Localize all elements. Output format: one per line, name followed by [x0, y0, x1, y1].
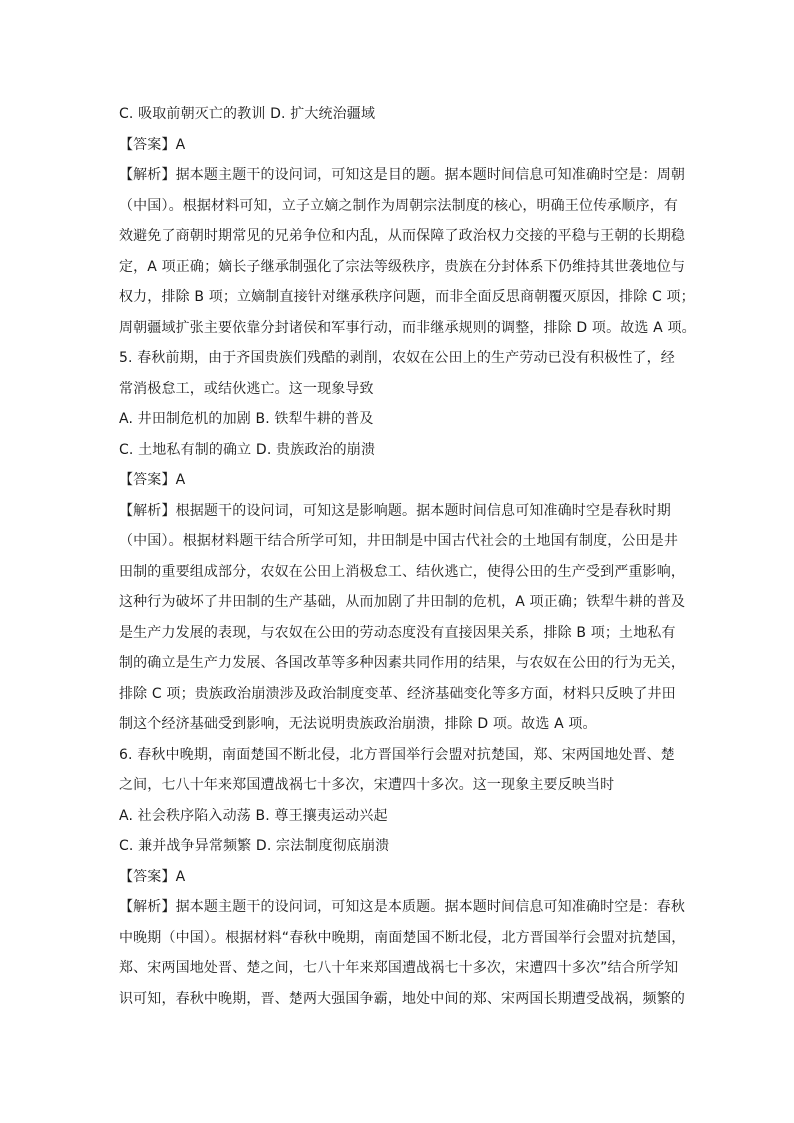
option-line: C. 兼并战争异常频繁 D. 宗法制度彻底崩溃 [119, 838, 390, 854]
option-line: C. 吸取前朝灭亡的教训 D. 扩大统治疆域 [119, 106, 376, 122]
analysis-line: 【解析】据本题主题干的设问词，可知这是本质题。据本题时间信息可知准确时空是：春秋 [119, 899, 685, 915]
analysis-line: 识可知，春秋中晚期，晋、楚两大强国争霸，地处中间的郑、宋两国长期遭受战祸，频繁的 [119, 990, 685, 1007]
answer-line: 【答案】A [119, 136, 186, 153]
option-line: A. 社会秩序陷入动荡 B. 尊王攘夷运动兴起 [119, 807, 388, 824]
option-line: A. 井田制危机的加剧 B. 铁犁牛耕的普及 [119, 411, 374, 427]
analysis-line: 【解析】据本题主题干的设问词，可知这是目的题。据本题时间信息可知准确时空是：周朝 [119, 167, 685, 183]
analysis-line: 【解析】根据题干的设问词，可知这是影响题。据本题时间信息可知准确时空是春秋时期 [119, 502, 671, 519]
question-6-stem: 6. 春秋中晚期，南面楚国不断北侵，北方晋国举行会盟对抗楚国，郑、宋两国地处晋、楚 [119, 746, 675, 763]
analysis-line: 权力，排除 B 项；立嫡制直接针对继承秩序问题，而非全面反思商朝覆灭原因，排除 C 项； [119, 289, 695, 305]
analysis-line: 效避免了商朝时期常见的兄弟争位和内乱，从而保障了政治权力交接的平稳与王朝的长期稳 [119, 228, 685, 244]
analysis-line: 田制的重要组成部分，农奴在公田上消极怠工、结伙逃亡，使得公田的生产受到严重影响， [119, 563, 685, 580]
analysis-line: 排除 C 项；贵族政治崩溃涉及政治制度变革、经济基础变化等多方面，材料只反映了井田 [119, 685, 676, 702]
question-5-stem: 常消极怠工，或结伙逃亡。这一现象导致 [119, 380, 374, 397]
analysis-line: 这种行为破坏了井田制的生产基础，从而加剧了井田制的危机，A 项正确；铁犁牛耕的普及 [119, 594, 686, 610]
answer-line: 【答案】A [119, 868, 186, 885]
analysis-line: 制的确立是生产力发展、各国改革等多种因素共同作用的结果，与农奴在公田的行为无关， [119, 655, 685, 671]
analysis-line: 中晚期（中国）。根据材料“春秋中晚期，南面楚国不断北侵，北方晋国举行会盟对抗楚国， [119, 929, 686, 946]
analysis-line: 郑、宋两国地处晋、楚之间，七八十年来郑国遭战祸七十多次，宋遭四十多次”结合所学知 [119, 960, 679, 976]
document-page [119, 99, 696, 1014]
analysis-line: 制这个经济基础受到影响，无法说明贵族政治崩溃，排除 D 项。故选 A 项。 [119, 716, 597, 732]
analysis-line: 是生产力发展的表现，与农奴在公田的劳动态度没有直接因果关系，排除 B 项；土地私有 [119, 624, 676, 641]
question-5-stem: 5. 春秋前期，由于齐国贵族们残酷的剥削，农奴在公田上的生产劳动已没有积极性了，经 [119, 350, 675, 366]
analysis-line: （中国）。根据材料可知，立子立嫡之制作为周朝宗法制度的核心，明确王位传承顺序，有 [119, 197, 678, 214]
analysis-line: （中国）。根据材料题干结合所学可知，井田制是中国古代社会的土地国有制度，公田是井 [119, 533, 678, 549]
analysis-line: 定，A 项正确；嫡长子继承制强化了宗法等级秩序，贵族在分封体系下仍维持其世袭地位与 [119, 258, 686, 275]
question-6-stem: 之间，七八十年来郑国遭战祸七十多次，宋遭四十多次。这一现象主要反映当时 [119, 777, 615, 793]
option-line: C. 土地私有制的确立 D. 贵族政治的崩溃 [119, 441, 376, 458]
answer-line: 【答案】A [119, 472, 186, 488]
analysis-line: 周朝疆域扩张主要依靠分封诸侯和军事行动，而非继承规则的调整，排除 D 项。故选 A 项。 [119, 319, 696, 336]
